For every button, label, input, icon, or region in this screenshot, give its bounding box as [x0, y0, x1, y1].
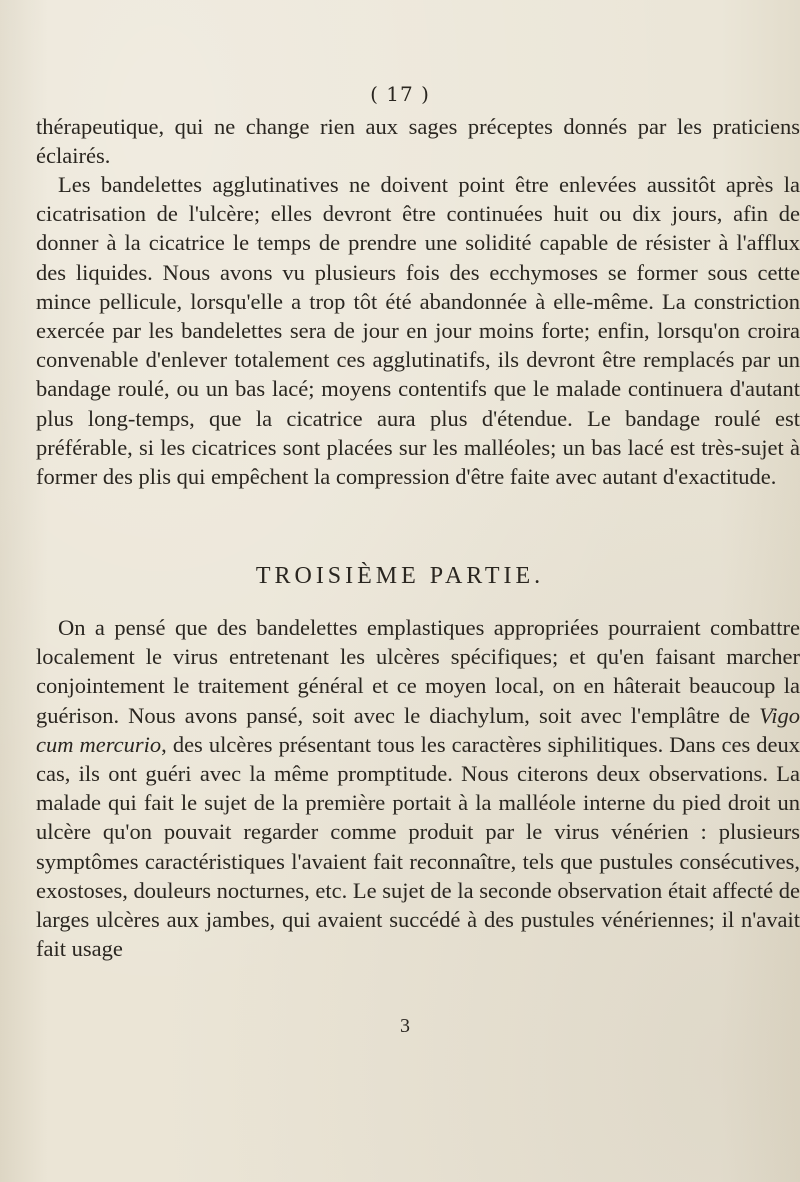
- paragraph-bandelettes: [36, 170, 800, 491]
- signature-mark: 3: [400, 1015, 410, 1037]
- text-run: On a pensé que des bandelettes emplastiques appropriées pourraient combattre localement le virus entretenant les ulcères spécifiques; et qu'en faisant marcher conjointement le traitement général et ce moyen local, on en hâterait beaucoup la guérison. Nous avons pansé, soit avec le diachylum, soit avec l'emplâtre de: [36, 615, 800, 728]
- paragraph-virus: [36, 613, 800, 963]
- text-run: , des ulcères présentant tous les caractères siphilitiques. Dans ces deux cas, ils ont guéri avec la même promptitude. Nous citerons deux observations. La malade qui fait le sujet de la première portait à la malléole interne du pied droit un ulcère qu'on pouvait regarder comme produit par le virus vénérien : plusieurs symptômes caractéristiques l'avaient fait reconnaître, tels que pustules consécutives, exostoses, douleurs nocturnes, etc. Le sujet de la seconde observation était affecté de larges ulcères aux jambes, qui avaient succédé à des pustules vénériennes; il n'avait fait usage: [36, 731, 800, 962]
- paragraph-continuation: [36, 112, 800, 170]
- page-number: ( 17 ): [370, 82, 430, 106]
- section-heading: TROISIÈME PARTIE.: [255, 563, 545, 589]
- paragraph-text: Les bandelettes agglutinatives ne doivent point être enlevées aussitôt après la cicatrisation de l'ulcère; elles devront être continuées huit ou dix jours, afin de donner à la cicatrice le temps de prendre une solidité capable de résister à l'afflux des liquides. Nous avons vu plusieurs fois des ecchymoses se former sous cette mince pellicule, lorsqu'elle a trop tôt été abandonnée à elle-même. La constriction exercée par les bandelettes sera de jour en jour moins forte; enfin, lorsqu'on croira convenable d'enlever totalement ces agglutinatifs, ils devront être remplacés par un bandage roulé, ou un bas lacé; moyens contentifs que le malade continuera d'autant plus long-temps, que la cicatrice aura plus d'étendue. Le bandage roulé est préférable, si les cicatrices sont placées sur les malléoles; un bas lacé est très-sujet à former des plis qui empêchent la compression d'être faite avec autant d'exactitude.: [36, 172, 800, 490]
- paragraph-text: [36, 613, 800, 963]
- italic-latin-term: Vigo cum mercurio: [36, 702, 800, 757]
- paragraph-text: thérapeutique, qui ne change rien aux sages préceptes donnés par les praticiens éclairés.: [36, 114, 800, 169]
